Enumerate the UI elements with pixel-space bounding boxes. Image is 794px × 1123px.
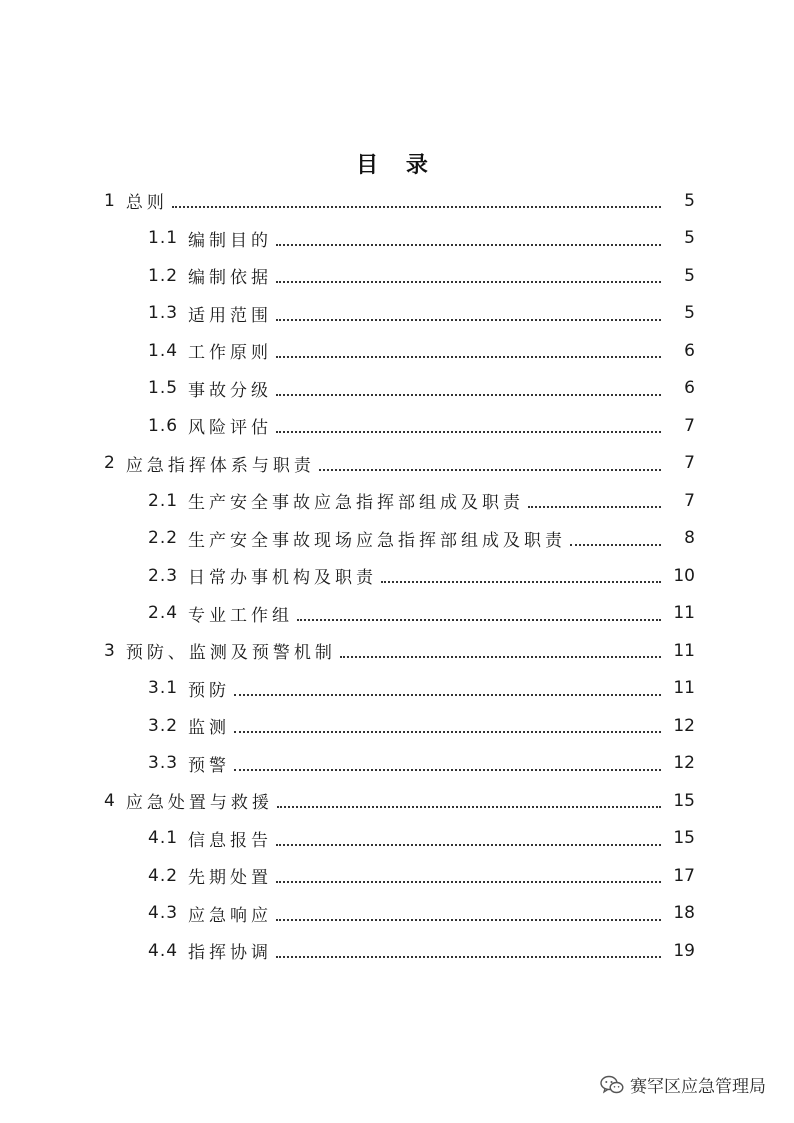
- toc-entry-number: 2: [104, 453, 116, 474]
- toc-entry[interactable]: [0, 332, 794, 370]
- toc-entry-title: 专业工作组: [188, 605, 294, 626]
- toc-entry[interactable]: [0, 445, 794, 483]
- watermark-text: 赛罕区应急管理局: [630, 1077, 766, 1097]
- dot-leader: [276, 355, 661, 358]
- toc-entry-title: 预警: [188, 755, 231, 776]
- dot-leader: [234, 730, 661, 733]
- toc-entry-title: 生产安全事故现场应急指挥部组成及职责: [188, 530, 567, 551]
- toc-entry-title: 日常办事机构及职责: [188, 568, 378, 589]
- toc-entry-page: 18: [673, 903, 695, 924]
- toc-entry[interactable]: [0, 782, 794, 820]
- toc-entry-number: 1.4: [148, 340, 179, 361]
- toc-entry-title: 适用范围: [188, 305, 273, 326]
- toc-entry-page: 11: [673, 678, 695, 699]
- toc-entry-title: 风险评估: [188, 418, 273, 439]
- dot-leader: [276, 880, 661, 883]
- toc-entry-title: 应急处置与救援: [125, 793, 273, 814]
- dot-leader: [319, 468, 661, 471]
- toc-entry-page: 15: [673, 790, 695, 811]
- toc-entry-title: 生产安全事故应急指挥部组成及职责: [188, 493, 525, 514]
- toc-entry[interactable]: [0, 557, 794, 595]
- toc-entry-page: 17: [673, 865, 695, 886]
- dot-leader: [277, 805, 661, 808]
- toc-entry[interactable]: [0, 857, 794, 895]
- dot-leader: [340, 655, 661, 658]
- toc-entry[interactable]: [0, 295, 794, 333]
- toc-entry-page: 5: [684, 265, 695, 286]
- toc-entry-title: 工作原则: [188, 343, 273, 364]
- toc-entry-number: 2.2: [148, 528, 179, 549]
- toc-entry-page: 7: [684, 490, 695, 511]
- toc-entry-title: 先期处置: [188, 868, 273, 889]
- toc-entry-number: 3.2: [148, 715, 179, 736]
- toc-entry[interactable]: [0, 407, 794, 445]
- toc-entry[interactable]: [0, 182, 794, 220]
- dot-leader: [234, 768, 661, 771]
- toc-entry-number: 4.3: [148, 903, 179, 924]
- toc-entry-number: 2.4: [148, 603, 179, 624]
- toc-entry-page: 7: [684, 415, 695, 436]
- toc-entry[interactable]: [0, 370, 794, 408]
- toc-entry-number: 4.4: [148, 940, 179, 961]
- toc-entry-title: 总则: [125, 193, 168, 214]
- toc-entry-number: 3.3: [148, 753, 179, 774]
- page-title: 目 录: [356, 153, 438, 178]
- dot-leader: [276, 318, 661, 321]
- toc-entry-page: 12: [673, 715, 695, 736]
- toc-entry-page: 19: [673, 940, 695, 961]
- toc-entry-page: 11: [673, 640, 695, 661]
- toc-entry-number: 4: [104, 790, 116, 811]
- toc-entry-number: 1.3: [148, 303, 179, 324]
- watermark: [600, 1072, 766, 1097]
- toc-entry-number: 1.2: [148, 265, 179, 286]
- toc-entry-number: 4.1: [148, 828, 179, 849]
- toc-entry[interactable]: [0, 895, 794, 933]
- toc-entry-page: 7: [684, 453, 695, 474]
- toc-entry[interactable]: [0, 932, 794, 970]
- toc-entry[interactable]: [0, 670, 794, 708]
- dot-leader: [570, 543, 661, 546]
- dot-leader: [276, 955, 661, 958]
- dot-leader: [276, 280, 661, 283]
- dot-leader: [276, 393, 661, 396]
- toc-entry-number: 1: [104, 190, 116, 211]
- toc-entry-title: 信息报告: [188, 830, 273, 851]
- wechat-icon: [600, 1075, 624, 1095]
- dot-leader: [276, 918, 661, 921]
- toc-entry[interactable]: [0, 220, 794, 258]
- dot-leader: [381, 580, 661, 583]
- toc-entry-page: 6: [684, 340, 695, 361]
- toc-entry-title: 预防、监测及预警机制: [125, 643, 336, 664]
- toc-entry[interactable]: [0, 595, 794, 633]
- toc-entry-number: 1.5: [148, 378, 179, 399]
- toc-entry-number: 3.1: [148, 678, 179, 699]
- dot-leader: [276, 843, 661, 846]
- toc-entry-title: 应急响应: [188, 905, 273, 926]
- toc-entry-title: 事故分级: [188, 380, 273, 401]
- toc-entry-page: 6: [684, 378, 695, 399]
- toc-entry-number: 1.6: [148, 415, 179, 436]
- toc-entry-title: 监测: [188, 718, 231, 739]
- toc-entry-title: 编制目的: [188, 230, 273, 251]
- toc-entry[interactable]: [0, 520, 794, 558]
- toc-entry[interactable]: [0, 745, 794, 783]
- toc-entry[interactable]: [0, 257, 794, 295]
- toc-entry-title: 编制依据: [188, 268, 273, 289]
- toc-entry[interactable]: [0, 820, 794, 858]
- toc-entry-page: 5: [684, 303, 695, 324]
- toc-entry-page: 5: [684, 190, 695, 211]
- toc-entry-title: 指挥协调: [188, 943, 273, 964]
- toc-entry-number: 2.3: [148, 565, 179, 586]
- table-of-contents: [0, 182, 794, 970]
- toc-entry-page: 10: [673, 565, 695, 586]
- toc-entry-page: 5: [684, 228, 695, 249]
- toc-entry-number: 2.1: [148, 490, 179, 511]
- toc-entry-page: 15: [673, 828, 695, 849]
- dot-leader: [297, 618, 661, 621]
- toc-entry-number: 3: [104, 640, 116, 661]
- toc-entry[interactable]: [0, 482, 794, 520]
- dot-leader: [528, 505, 661, 508]
- toc-entry-title: 应急指挥体系与职责: [125, 455, 315, 476]
- dot-leader: [234, 693, 661, 696]
- toc-entry-title: 预防: [188, 680, 231, 701]
- toc-entry[interactable]: [0, 707, 794, 745]
- toc-entry-number: 4.2: [148, 865, 179, 886]
- toc-entry-page: 8: [684, 528, 695, 549]
- toc-entry-number: 1.1: [148, 228, 179, 249]
- toc-entry-page: 12: [673, 753, 695, 774]
- dot-leader: [276, 243, 661, 246]
- toc-entry[interactable]: [0, 632, 794, 670]
- dot-leader: [172, 205, 661, 208]
- dot-leader: [276, 430, 661, 433]
- toc-entry-page: 11: [673, 603, 695, 624]
